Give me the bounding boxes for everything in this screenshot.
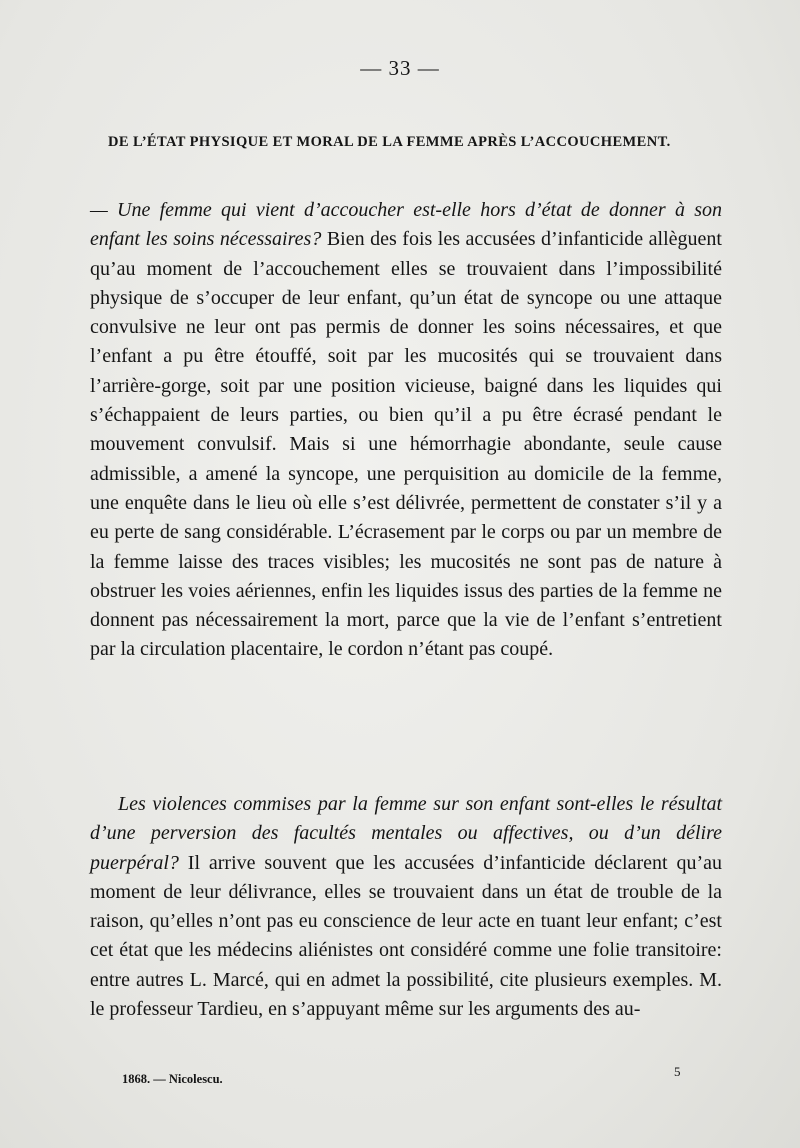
paragraph-1-text xyxy=(90,196,722,665)
paragraph-1-lead: — Une femme qui vient d’accoucher est-elle hors d’état de donner à son enfant les soins nécessaires? xyxy=(90,199,722,251)
paragraph-2 xyxy=(90,790,722,1024)
paragraph-2-lead: Les violences commises par la femme sur son enfant sont-elles le résultat d’une perversion des facultés mentales ou affectives, ou d’un délire puerpéral? xyxy=(90,793,722,874)
page-number: — 33 — xyxy=(360,56,440,80)
footer-imprint: 1868. — Nicolescu. xyxy=(122,1072,223,1086)
section-heading: DE L’ÉTAT PHYSIQUE ET MORAL DE LA FEMME APRÈS L’ACCOUCHEMENT. xyxy=(108,134,671,150)
paragraph-2-body: Il arrive souvent que les accusées d’infanticide déclarent qu’au moment de leur délivrance, elles se trouvaient dans un état de trouble de la raison, qu’elles n’ont pas eu conscience de leur acte en tuant leur enfant; c’est cet état que les médecins aliénistes ont considéré comme une folie transitoire: entre autres L. Marcé, qui en admet la possibilité, cite plusieurs exemples. M. le professeur Tardieu, en s’appuyant même sur les arguments des au- xyxy=(90,851,722,1021)
paragraph-1-body: Bien des fois les accusées d’infanticide allèguent qu’au moment de l’accouchement elles se trouvaient dans l’impossibilité physique de s’occuper de leur enfant, qu’un état de syncope ou une attaque convulsive ne leur ont pas permis de donner les soins nécessaires, et que l’enfant a pu être étouffé, soit par les mucosités qui se trouvaient dans l’arrière-gorge, soit par une position vicieuse, baigné dans les liquides qui s’échappaient de leurs parties, ou bien qu’il a pu être écrasé pendant le mouvement convulsif. Mais si une hémorrhagie abondante, seule cause admissible, a amené la syncope, une perquisition au domicile de la femme, une enquête dans le lieu où elle s’est délivrée, permettent de constater s’il y a eu perte de sang considérable. L’écrasement par le corps ou par un membre de la femme laisse des traces visibles; les mucosités ne sont pas de nature à obstruer les voies aériennes, enfin les liquides issus des parties de la femme ne donnent pas nécessairement la mort, parce que la vie de l’enfant s’entretient par la circulation placentaire, le cordon n’étant pas coupé. xyxy=(90,228,722,661)
footer-signature-mark: 5 xyxy=(674,1064,681,1079)
paragraph-1 xyxy=(90,196,722,665)
paragraph-2-text xyxy=(90,790,722,1024)
